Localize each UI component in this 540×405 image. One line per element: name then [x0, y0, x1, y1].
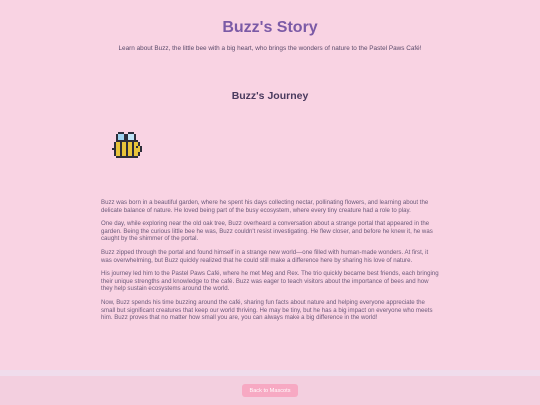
- story-paragraph: Now, Buzz spends his time buzzing around the café, sharing fun facts about nature and helping everyone appreciate the small but significant creatures that keep our world thriving. He may be tiny, but he has a big impact on everyone who meets him. Buzz proves that no matter how small you are, you can always make a big difference in the world!: [101, 298, 433, 322]
- back-to-mascots-button[interactable]: Back to Mascots: [242, 384, 298, 397]
- page-subtitle: Learn about Buzz, the little bee with a big heart, who brings the wonders of nature to the Pastel Paws Café!: [118, 45, 422, 52]
- story-paragraph: His journey led him to the Pastel Paws Café, where he met Meg and Rex. The trio quickly became best friends, each bringing their unique strengths and knowledge to the café. Buzz was eager to teach visitors about the importance of bees and how they help sustain ecosystems around the world.: [101, 270, 439, 293]
- page-title: Buzz's Story: [222, 19, 318, 36]
- section-title: Buzz's Journey: [231, 90, 309, 102]
- story-paragraph: Buzz was born in a beautiful garden, where he spent his days collecting nectar, pollinating flowers, and learning about the delicate balance of nature. He loved being part of the busy ecosystem, where every tiny creature had a role to play.: [101, 199, 429, 214]
- story-text: [101, 199, 440, 328]
- footer: [0, 370, 540, 405]
- story-paragraph: Buzz zipped through the portal and found himself in a strange new world—one filled with human-made wonders. At first, it was overwhelming, but Buzz quickly realized that he could still make a difference here by sharing his love of nature.: [101, 248, 429, 264]
- story-paragraph: One day, while exploring near the old oak tree, Buzz overheard a conversation about a strange portal that appeared in the garden. Being the curious little bee he was, Buzz couldn't resist investigating. He flew closer, and before he knew it, he was caught by the shimmer of the portal.: [101, 220, 433, 243]
- pixel-bee-icon: [112, 132, 144, 162]
